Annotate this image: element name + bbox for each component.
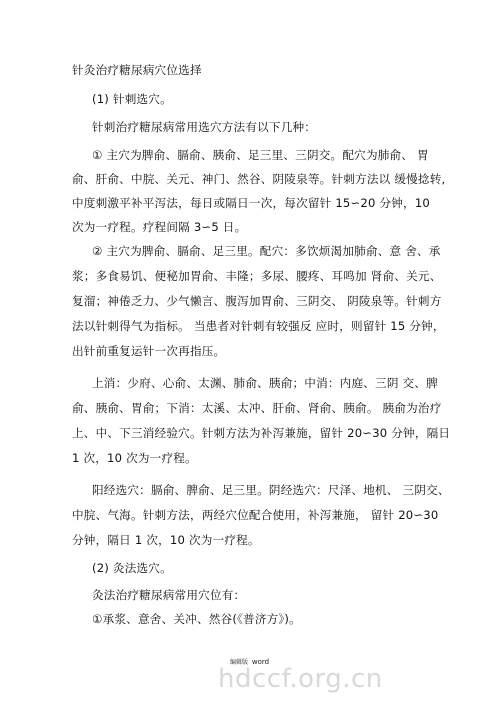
paragraph-line: 针刺治疗糖尿病常用选穴方法有以下几种： [92, 120, 317, 134]
paragraph-line: ① 主穴为脾俞、膈俞、胰俞、足三里、三阴交。配穴为肺俞、 胃 [92, 148, 429, 162]
watermark-text: hdccf.org.cn [218, 664, 383, 694]
section-heading-moxibustion: (2) 灸法选穴。 [92, 561, 172, 575]
section-heading-acupuncture: (1) 针刺选穴。 [92, 92, 172, 106]
paragraph-line: 出针前重复运针一次再指压。 [72, 344, 226, 358]
paragraph-line: 中脘、气海。针刺方法，两经穴位配合使用，补泻兼施， 留针 20∽30 [72, 508, 439, 522]
document-title: 针灸治疗糖尿病穴位选择 [72, 63, 202, 77]
footer-edit-label: 编辑版 [230, 659, 249, 666]
paragraph-line: 阳经选穴：膈俞、脾俞、足三里。阴经选穴：尺泽、地机、 三阴交、 [92, 483, 450, 497]
paragraph-line: ①承浆、意舍、关冲、然谷(《普济方》)。 [92, 612, 301, 626]
paragraph-line: 1 次，10 次为一疗程。 [72, 451, 197, 465]
paragraph-line: 分钟，隔日 1 次，10 次为一疗程。 [72, 533, 260, 547]
paragraph-line: 上、中、下三消经验穴。针刺方法为补泻兼施，留针 20∽30 分钟，隔日 [72, 426, 451, 440]
paragraph-line: 俞、肝俞、中脘、关元、神门、然谷、阴陵泉等。针刺方法以 缓慢捻转, [72, 172, 446, 186]
footer-word-label: word [251, 658, 270, 666]
paragraph-line: 上消：少府、心俞、太渊、肺俞、胰俞；中消：内庭、三阴 交、脾 [92, 376, 438, 390]
paragraph-line: 俞、胰俞、胃俞；下消：太溪、太冲、肝俞、肾俞、胰俞。 胰俞为治疗 [72, 401, 442, 415]
paragraph-line: 次为一疗程。疗程间隔 3∽5 日。 [72, 220, 247, 234]
paragraph-line: 法以针刺得气为指标。 当患者对针刺有较强反 应时，则留针 15 分钟， [72, 319, 445, 333]
paragraph-line: 复溜；神倦乏力、少气懒言、腹泻加胃俞、三阴交、 阴陵泉等。针刺方 [72, 294, 442, 308]
paragraph-line: 浆；多食易饥、便秘加胃俞、丰隆；多尿、腰疼、耳鸣加 肾俞、关元、 [72, 269, 442, 283]
paragraph-line: 中度刺激平补平泻法，每日或隔日一次，每次留针 15∽20 分钟，10 [72, 196, 430, 210]
paragraph-line: ② 主穴为脾俞、膈俞、足三里。配穴：多饮烦渴加肺俞、意 舍、承 [92, 244, 441, 258]
paragraph-line: 灸法治疗糖尿病常用穴位有： [92, 588, 246, 602]
